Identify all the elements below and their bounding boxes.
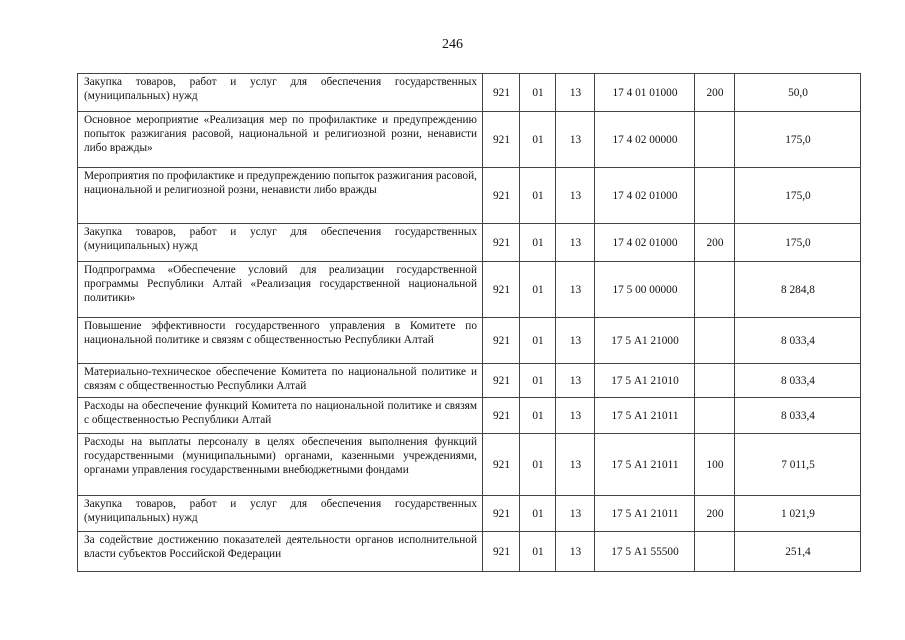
table-row [78, 496, 861, 532]
row-expense-type: 200 [695, 224, 735, 262]
row-name: Расходы на выплаты персоналу в целях обеспечения выполнения функций государственными (муниципальными) органами, казенными учреждениями, органами управления государственными внебюджетными фондами [78, 434, 483, 496]
row-grbs: 921 [483, 168, 520, 224]
row-amount: 175,0 [735, 224, 861, 262]
row-target-code: 17 4 02 00000 [595, 112, 695, 168]
row-target-code: 17 5 А1 21011 [595, 434, 695, 496]
row-subsection: 13 [556, 74, 595, 112]
row-subsection: 13 [556, 364, 595, 398]
row-grbs: 921 [483, 224, 520, 262]
row-target-code: 17 5 00 00000 [595, 262, 695, 318]
row-section: 01 [520, 318, 556, 364]
row-subsection: 13 [556, 318, 595, 364]
row-expense-type [695, 168, 735, 224]
row-expense-type [695, 262, 735, 318]
row-section: 01 [520, 496, 556, 532]
row-subsection: 13 [556, 532, 595, 572]
row-subsection: 13 [556, 168, 595, 224]
row-section: 01 [520, 224, 556, 262]
row-target-code: 17 4 02 01000 [595, 224, 695, 262]
row-amount: 8 284,8 [735, 262, 861, 318]
row-subsection: 13 [556, 224, 595, 262]
row-target-code: 17 5 А1 21000 [595, 318, 695, 364]
row-name: Закупка товаров, работ и услуг для обеспечения государственных (муниципальных) нужд [78, 74, 483, 112]
table-row [78, 224, 861, 262]
row-name: За содействие достижению показателей деятельности органов исполнительной власти субъектов Российской Федерации [78, 532, 483, 572]
row-name: Основное мероприятие «Реализация мер по профилактике и предупреждению попыток разжигания расовой, национальной и религиозной розни, ненависти либо вражды» [78, 112, 483, 168]
table-row [78, 532, 861, 572]
row-name: Подпрограмма «Обеспечение условий для реализации государственной программы Республики Алтай «Реализация государственной национальной политики» [78, 262, 483, 318]
row-expense-type: 200 [695, 74, 735, 112]
row-expense-type [695, 112, 735, 168]
table-row [78, 398, 861, 434]
row-amount: 175,0 [735, 112, 861, 168]
row-target-code: 17 5 А1 21011 [595, 496, 695, 532]
row-grbs: 921 [483, 496, 520, 532]
row-target-code: 17 4 01 01000 [595, 74, 695, 112]
row-name: Мероприятия по профилактике и предупреждению попыток разжигания расовой, национальной и религиозной розни, ненависти либо вражды [78, 168, 483, 224]
row-subsection: 13 [556, 398, 595, 434]
row-section: 01 [520, 168, 556, 224]
row-section: 01 [520, 398, 556, 434]
row-grbs: 921 [483, 262, 520, 318]
page-number: 246 [442, 37, 463, 52]
table-row [78, 74, 861, 112]
row-amount: 8 033,4 [735, 398, 861, 434]
row-section: 01 [520, 434, 556, 496]
table-row [78, 262, 861, 318]
row-grbs: 921 [483, 112, 520, 168]
row-name: Материально-техническое обеспечение Комитета по национальной политике и связям с общественностью Республики Алтай [78, 364, 483, 398]
row-section: 01 [520, 262, 556, 318]
row-target-code: 17 4 02 01000 [595, 168, 695, 224]
row-name: Закупка товаров, работ и услуг для обеспечения государственных (муниципальных) нужд [78, 496, 483, 532]
table-row [78, 364, 861, 398]
row-amount: 50,0 [735, 74, 861, 112]
row-section: 01 [520, 112, 556, 168]
row-section: 01 [520, 364, 556, 398]
table-row [78, 112, 861, 168]
row-subsection: 13 [556, 496, 595, 532]
row-section: 01 [520, 532, 556, 572]
row-grbs: 921 [483, 434, 520, 496]
row-amount: 8 033,4 [735, 318, 861, 364]
row-section: 01 [520, 74, 556, 112]
row-amount: 8 033,4 [735, 364, 861, 398]
row-grbs: 921 [483, 74, 520, 112]
row-expense-type: 200 [695, 496, 735, 532]
table-row [78, 318, 861, 364]
row-subsection: 13 [556, 262, 595, 318]
row-name: Повышение эффективности государственного управления в Комитете по национальной политике и связям с общественностью Республики Алтай [78, 318, 483, 364]
row-expense-type [695, 318, 735, 364]
table-row [78, 168, 861, 224]
row-grbs: 921 [483, 364, 520, 398]
row-amount: 1 021,9 [735, 496, 861, 532]
row-target-code: 17 5 А1 21011 [595, 398, 695, 434]
row-amount: 7 011,5 [735, 434, 861, 496]
row-name: Закупка товаров, работ и услуг для обеспечения государственных (муниципальных) нужд [78, 224, 483, 262]
row-amount: 251,4 [735, 532, 861, 572]
row-grbs: 921 [483, 318, 520, 364]
row-expense-type [695, 364, 735, 398]
row-subsection: 13 [556, 112, 595, 168]
budget-table [77, 73, 861, 572]
row-grbs: 921 [483, 532, 520, 572]
row-name: Расходы на обеспечение функций Комитета по национальной политике и связям с общественностью Республики Алтай [78, 398, 483, 434]
table-row [78, 434, 861, 496]
row-target-code: 17 5 А1 55500 [595, 532, 695, 572]
row-grbs: 921 [483, 398, 520, 434]
row-expense-type [695, 398, 735, 434]
row-amount: 175,0 [735, 168, 861, 224]
row-target-code: 17 5 А1 21010 [595, 364, 695, 398]
row-subsection: 13 [556, 434, 595, 496]
row-expense-type: 100 [695, 434, 735, 496]
row-expense-type [695, 532, 735, 572]
